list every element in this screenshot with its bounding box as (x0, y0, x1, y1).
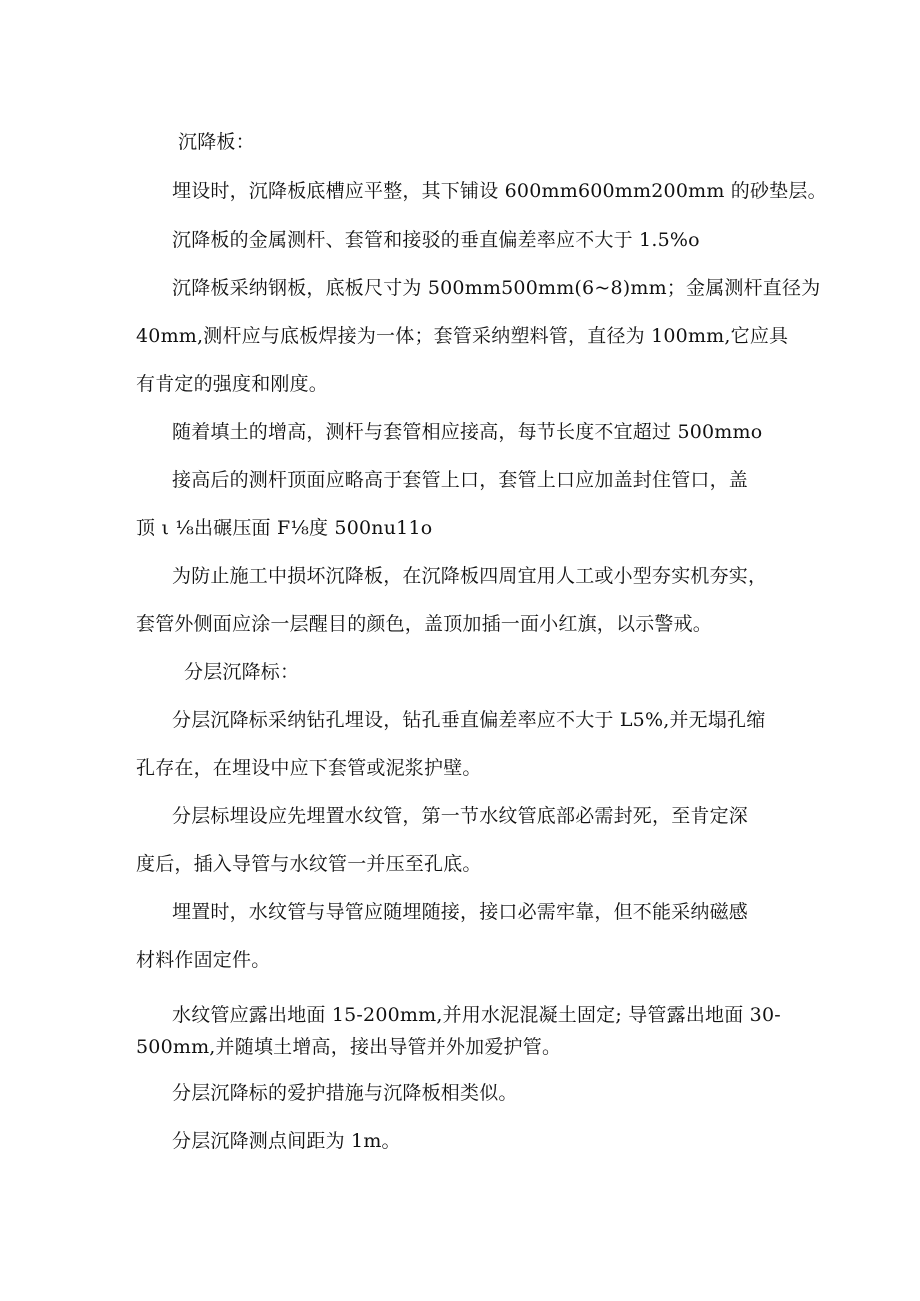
text-line: 分层沉降测点间距为 1m。 (172, 1130, 401, 1152)
text-line: 分层沉降标采纳钻孔埋设，钻孔垂直偏差率应不大于 L5%,并无塌孔缩 (172, 709, 766, 731)
text-line: 埋设时，沉降板底槽应平整，其下铺设 600mm600mm200mm 的砂垫层。 (172, 180, 827, 202)
text-line: 500mm,并随填土增高，接出导管并外加爱护管。 (136, 1036, 562, 1058)
text-line: 接高后的测杆顶面应略高于套管上口，套管上口应加盖封住管口，盖 (172, 469, 749, 491)
text-line: 材料作固定件。 (136, 949, 271, 971)
text-line: 埋置时，水纹管与导管应随埋随接，接口必需牢靠，但不能采纳磁感 (172, 901, 749, 923)
text-line: 水纹管应露出地面 15-200mm,并用水泥混凝土固定; 导管露出地面 30- (172, 1004, 781, 1026)
text-line: 分层标埋设应先埋置水纹管，第一节水纹管底部必需封死，至肯定深 (172, 805, 749, 827)
heading-layered-settlement: 分层沉降标： (184, 661, 300, 683)
text-line: 孔存在，在埋设中应下套管或泥浆护壁。 (136, 757, 482, 779)
heading-settlement-plate: 沉降板： (178, 131, 255, 153)
text-line: 为防止施工中损坏沉降板，在沉降板四周宜用人工或小型夯实机夯实， (172, 565, 768, 587)
text-line: 沉降板采纳钢板，底板尺寸为 500mm500mm(6~8)mm；金属测杆直径为 (172, 277, 821, 299)
text-line: 分层沉降标的爱护措施与沉降板相类似。 (172, 1082, 518, 1104)
text-line: 套管外侧面应涂一层醒目的颜色，盖顶加插一面小红旗，以示警戒。 (136, 613, 713, 635)
text-line: 40mm,测杆应与底板焊接为一体；套管采纳塑料管，直径为 100mm,它应具 (136, 325, 789, 347)
text-line: 度后，插入导管与水纹管一并压至孔底。 (136, 853, 482, 875)
text-line: 随着填土的增高，测杆与套管相应接高，每节长度不宜超过 500mmo (172, 421, 763, 443)
text-line: 沉降板的金属测杆、套管和接驳的垂直偏差率应不大于 1.5%o (172, 229, 700, 251)
text-line: 顶 ι ⅛出碾压面 F⅛度 500nu11o (136, 517, 433, 539)
text-line: 有肯定的强度和刚度。 (136, 373, 329, 395)
